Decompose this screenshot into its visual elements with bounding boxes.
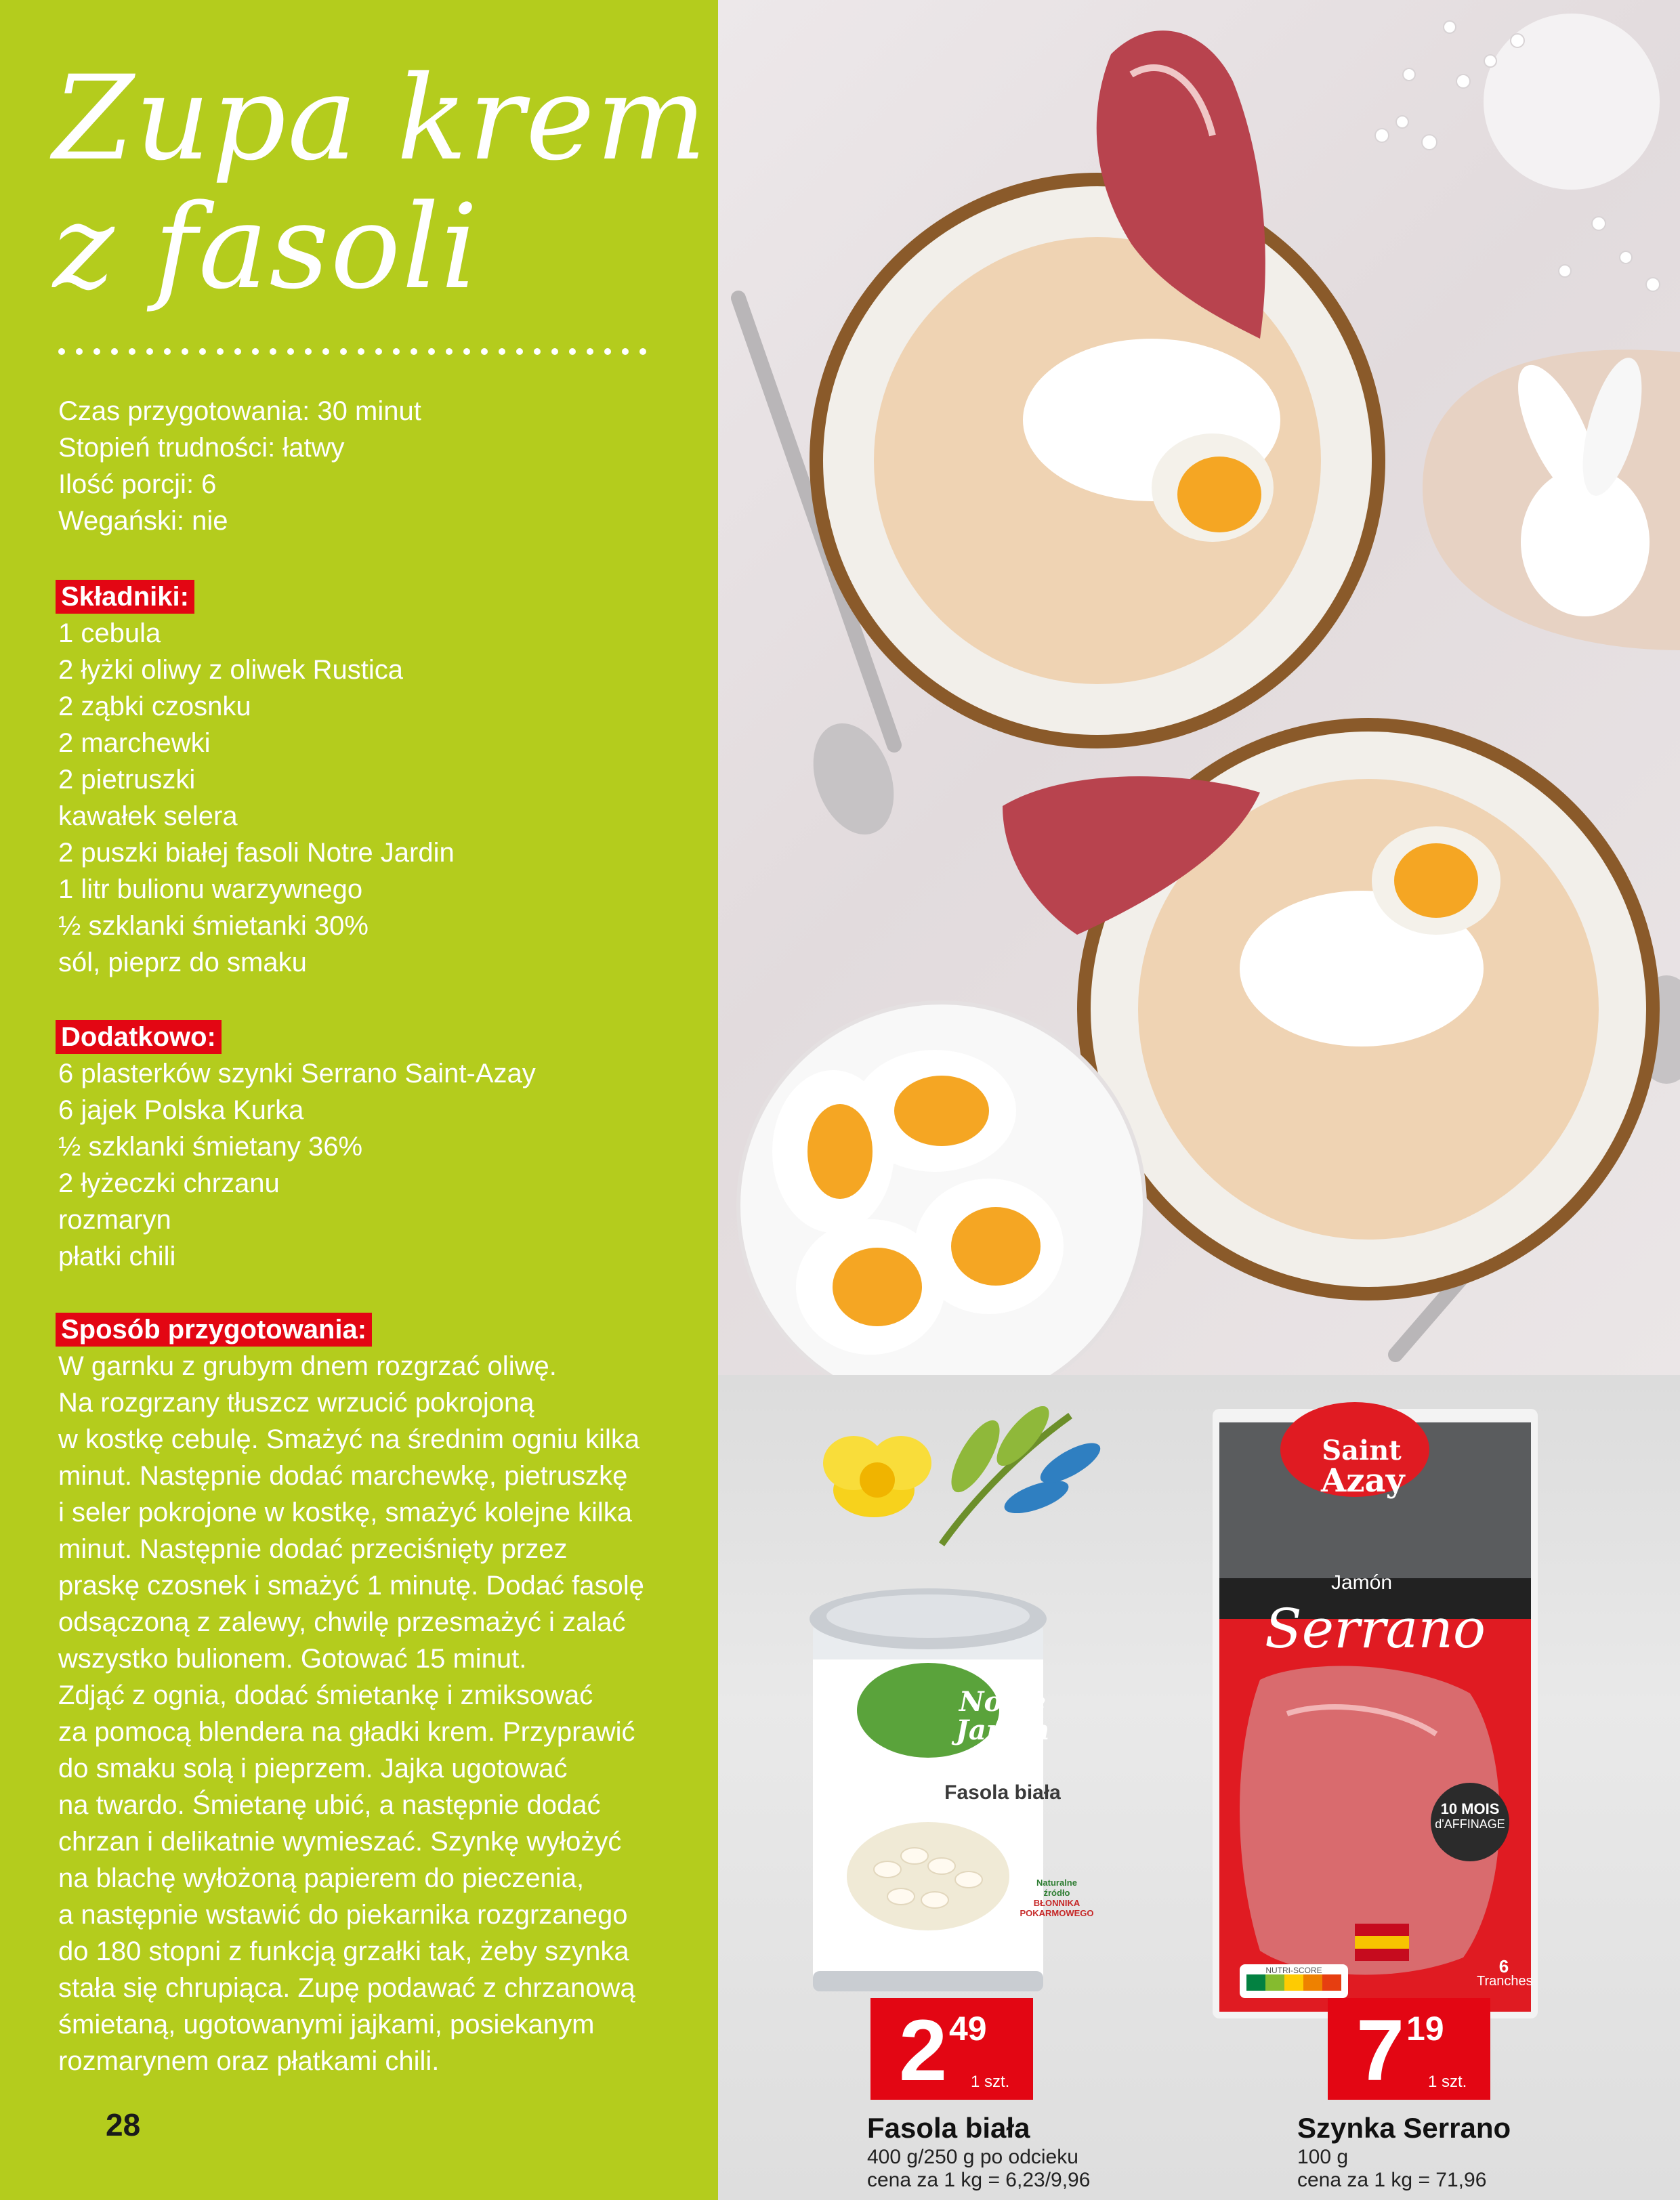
price-main: 7 [1356, 2002, 1402, 2099]
difficulty: Stopień trudności: łatwy [58, 433, 345, 463]
ingredients-list [58, 615, 722, 981]
daffodil-decoration [823, 1399, 1106, 1544]
list-item: 2 łyżeczki chrzanu [58, 1168, 280, 1198]
list-item: 2 łyżki oliwy z oliwek Rustica [58, 655, 404, 685]
products-illustration [718, 1375, 1680, 2200]
brand-line: Saint [1322, 1435, 1402, 1466]
ham-pack-nutri: NUTRI-SCORE [1265, 1966, 1322, 1975]
list-item: 6 jajek Polska Kurka [58, 1095, 304, 1125]
badge-line: POKARMOWEGO [1020, 1908, 1094, 1918]
price-badge-ham [1328, 1998, 1490, 2100]
list-item: 6 plasterków szynki Serrano Saint-Azay [58, 1059, 536, 1088]
price-cents: 49 [949, 2010, 987, 2048]
desc-line: cena za 1 kg = 6,23/9,96 [867, 2169, 1091, 2191]
extras-list [58, 1055, 722, 1275]
list-item: 2 pietruszki [58, 765, 196, 795]
list-item: 2 marchewki [58, 728, 211, 758]
badge-line: źródło [1043, 1888, 1070, 1898]
product-name-bean: Fasola biała [867, 2112, 1030, 2144]
bean-can-brand [938, 1688, 1067, 1745]
list-item: rozmaryn [58, 1205, 171, 1235]
soup-photo-illustration [718, 0, 1680, 1375]
extras-heading: Dodatkowo: [56, 1020, 222, 1054]
price-unit: 1 szt. [971, 2073, 1010, 2091]
price-main: 2 [899, 2002, 945, 2099]
prep-time: Czas przygotowania: 30 minut [58, 396, 421, 426]
price-cents: 19 [1406, 2010, 1444, 2048]
list-item: 2 puszki białej fasoli Notre Jardin [58, 838, 455, 868]
ham-pack-brand [1321, 1435, 1405, 1500]
list-item: sól, pieprz do smaku [58, 948, 307, 977]
price-unit: 1 szt. [1428, 2073, 1467, 2091]
vegan: Wegański: nie [58, 506, 228, 536]
price-badge-bean [870, 1998, 1033, 2100]
dotted-divider [57, 347, 653, 356]
bean-can-fiber-badge [1016, 1878, 1097, 1918]
slices-line: Tranches [1477, 1974, 1533, 1989]
ingredients-section [58, 578, 722, 981]
bean-can-label: Fasola biała [944, 1781, 1061, 1804]
method-text: W garnku z grubym dnem rozgrzać oliwę. Na rozgrzany tłuszcz wrzucić pokrojoną w kostkę cebulę. Smażyć na średnim ogniu kilka minut. Następnie dodać marchewkę, pietruszkę i seler pokrojone w kostkę, smażyć kolejne kilka minut. Następnie dodać przeciśnięty przez praskę czosnek i smażyć 1 minutę. Dodać fasolę odsączoną z zalewy, chwilę przesmażyć i zalać wszystko bulionem. Gotować 15 minut. Zdjąć z ognia, dodać śmietankę i zmiksować za pomocą blendera na gładki krem. Przyprawić do smaku solą i pieprzem. Jajka ugotować na twardo. Śmietanę ubić, a następnie dodać chrzan i delikatnie wymieszać. Szynkę wyłożyć na blachę wyłożoną papierem do pieczenia, a następnie wstawić do piekarnika rozgrzanego do 180 stopni z funkcją grzałki tak, żeby szynka stała się chrupiąca. Zupę podawać z chrzanową śmietaną, ugotowanymi jajkami, posiekanym rozmarynem oraz płatkami chili. [58, 1351, 644, 2076]
method-section [58, 1311, 722, 2079]
brand-line: Notre [959, 1686, 1047, 1718]
desc-line: cena za 1 kg = 71,96 [1297, 2169, 1487, 2191]
brand-line: Jardin [955, 1714, 1050, 1746]
ham-pack-slices [1477, 1956, 1533, 1989]
list-item: ½ szklanki śmietany 36% [58, 1132, 363, 1162]
product-name-ham: Szynka Serrano [1297, 2112, 1511, 2144]
ingredients-heading: Składniki: [56, 580, 194, 614]
list-item: 1 litr bulionu warzywnego [58, 874, 363, 904]
badge-line: BŁONNIKA [1033, 1898, 1080, 1908]
brand-line: Azay [1321, 1462, 1405, 1500]
list-item: kawałek selera [58, 801, 238, 831]
ham-pack-label: Serrano [1264, 1597, 1486, 1660]
method-heading: Sposób przygotowania: [56, 1313, 372, 1347]
list-item: płatki chili [58, 1242, 176, 1271]
slices-line: 6 [1498, 1956, 1509, 1976]
aging-line: d'AFFINAGE [1435, 1817, 1505, 1831]
badge-line: Naturalne [1036, 1878, 1077, 1888]
list-item: ½ szklanki śmietanki 30% [58, 911, 369, 941]
list-item: 2 ząbki czosnku [58, 692, 251, 721]
aging-line: 10 MOIS [1440, 1800, 1500, 1817]
ham-pack-sub: Jamón [1330, 1571, 1393, 1594]
products-area [718, 1375, 1680, 2200]
recipe-title-line2: z fasoli [53, 179, 480, 315]
desc-line: 100 g [1297, 2146, 1349, 2168]
list-item: 1 cebula [58, 618, 161, 648]
desc-line: 400 g/250 g po odcieku [867, 2146, 1078, 2168]
product-desc-bean [867, 2146, 1090, 2192]
recipe-meta [58, 393, 709, 539]
page-number: 28 [106, 2107, 141, 2142]
soup-photo [718, 0, 1680, 1375]
ham-pack-aging [1431, 1802, 1509, 1832]
recipe-panel [0, 0, 759, 2200]
recipe-title-line1: Zupa krem [53, 50, 708, 186]
recipe-title [53, 50, 717, 315]
extras-section [58, 1019, 722, 1275]
servings: Ilość porcji: 6 [58, 469, 217, 499]
product-desc-ham [1297, 2146, 1486, 2192]
